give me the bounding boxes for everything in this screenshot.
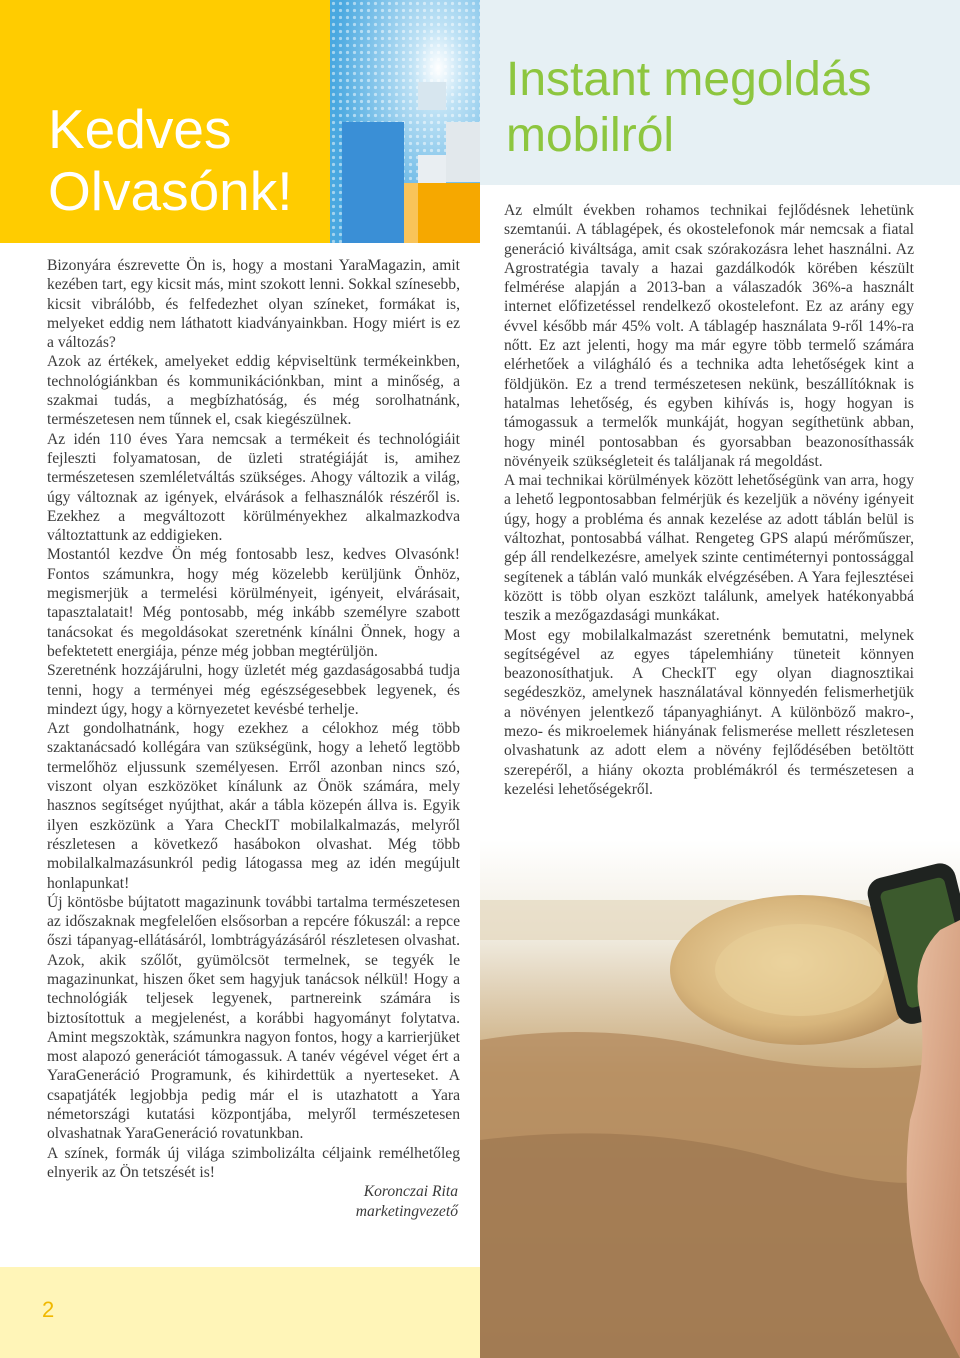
decorative-graphic bbox=[330, 0, 480, 243]
signature-name: Koronczai Rita bbox=[363, 1183, 458, 1200]
footer-bar bbox=[0, 1267, 480, 1358]
editorial-body bbox=[47, 256, 460, 1182]
article-title: Instant megoldás mobilról bbox=[506, 53, 872, 162]
body-paragraph: Új köntösbe bújtatott magazinunk további tartalma természetesen az időszaknak megfelelően elsősorban a repcére fókuszál: a repce őszi tápanyag-ellátásáról, lombtrágyázásáról részletesen olvashat. Azok, akik szőlőt, gyümölcsöt termelnek, se tegyék le magazinunkat, hiszen őket sem hagyjuk tanácsok nélkül! Hogy a technológiák teljesek legyenek, partnereink számára is biztosítottuk a megjelenést, a korábbi hagyományt folytatva. Amint megszoktàk, számunkra nagyon fontos, hogy a karrierjüket most alapozó generációt támogassuk. A tanév végével véget ért a YaraGeneráció Programunk, és kihirdettük a nyerteseket. A csapatjáték legjobbja pedig már el is utazhatott a Yara németországi kutatási központjába, melyről természetesen olvashatnak YaraGeneráció rovatunkban. bbox=[47, 893, 460, 1143]
dot-pattern-graphic bbox=[330, 0, 480, 243]
body-paragraph: Az idén 110 éves Yara nemcsak a termékeit és technológiáit fejleszti folyamatosan, de üzleti stratégiáját is, amihez természetesen szemléletváltás szükséges. Ahogy változik a világ, úgy változnak az igények, elvárások a felhasználók részéről is. Ezekhez a megváltozott körülményekhez alkalmazkodva változtattunk az eddigieken. bbox=[47, 430, 460, 545]
body-paragraph: Azt gondolhatnánk, hogy ezekhez a célokhoz még több szaktanácsadó kollégára van szükségünk, hogy a lehető legtöbb termelőhöz eljussunk személyesen. Erről azonban nincs szó, viszont olyan eszközöket kínálunk az Önök számára, mely hasznos segítséget nyújthat, akár a tábla közepén állva is. Egyik ilyen eszközünk a Yara CheckIT mobilalkalmazás, melyről részletesen a következő hasábokon olvashat. Még több mobilalkalmazásunkról pedig látogassa meg az idén megújult honlapunkat! bbox=[47, 720, 460, 892]
signature-role: marketingvezető bbox=[355, 1203, 458, 1220]
article-panel bbox=[480, 0, 960, 1358]
article-body bbox=[504, 201, 914, 799]
body-paragraph: Mostantól kezdve Ön még fontosabb lesz, kedves Olvasónk! Fontos számunkra, hogy még közelebb kerüljünk Önhöz, megismerjük a termelési körülményeit, igényeit, elvárásait, tapasztalatait! Még pontosabb, még inkább személyre szabott tanácsokat és megoldásokat szeretnénk kínálni Önnek, hogy a befektetett energiája, pénze még jobban megtérüljön. bbox=[47, 546, 460, 660]
page-heading: Kedves Olvasónk! bbox=[48, 98, 293, 222]
article-paragraph: Most egy mobilalkalmazást szeretnénk bemutatni, melynek segítségével az egyes tápelemhiány tüneteit könnyen beazonosíthatjuk. A CheckIT egy olyan diagnosztikai segédeszköz, amelynek használatával könnyedén felismerhetjük a növényen jelentkező tápanyaghiányt. A különböző makro-, mezo- és mikroelemek hiányának felismerése mellett részletesen olvashatunk az adott elem a növény fejlődésében betöltött szerepéről, a hiány okozta problémákról és természetesen a kezelési lehetőségekről. bbox=[504, 626, 914, 798]
article-paragraph: A mai technikai körülmények között lehetőségünk van arra, hogy a lehető legpontosabban felmérjük és kezeljük a növény igényeit úgy, hogy a probléma és annak kezelése az adott táblán belül is változhat, pontosabbá válhat. Rengeteg GPS alapú mérőműszer, gép áll rendelkezésre, amelyek szinte centiméternyi pontossággal segítenek a táblán való munkák elvégzésében. A Yara fejlesztései között is több olyan eszközt találunk, amelyek hatékonyabbá teszik a mezőgazdasági munkákat. bbox=[504, 472, 914, 625]
body-paragraph: Bizonyára észrevette Ön is, hogy a mostani YaraMagazin, amit kezében tart, egy kicsit más, mint szokott lenni. Sokkal színesebb, kicsit vibrálóbb, és felfedezhet olyan színeket, formákat is, melyeket eddig nem láthatott kiadványainkban. Hogy miért is ez a változás? bbox=[47, 257, 460, 352]
page-number: 2 bbox=[42, 1297, 55, 1322]
body-paragraph: A színek, formák új világa szimbolizálta céljaink remélhetőleg elnyerik az Ön tetszését is! bbox=[47, 1144, 460, 1181]
body-paragraph: Azok az értékek, amelyeket eddig képviseltünk termékeinkben, technológiánkban és kommunikációnkban, mint a minőség, a szakmai tudás, a megbízhatóság, és még sorolhatnánk, természetesen nem tűnnek el, csak kiegészülnek. bbox=[47, 353, 460, 429]
field-phone-photo bbox=[480, 840, 960, 1358]
signature bbox=[250, 1182, 458, 1222]
body-paragraph: Szeretnénk hozzájárulni, hogy üzletét még gazdaságosabbá tudja tenni, hogy a terményei még egészségesebbek legyenek, és mindezt úgy, hogy a környezetet kevésbé terhelje. bbox=[47, 662, 460, 718]
article-paragraph: Az elmúlt években rohamos technikai fejlődésnek lehetünk szemtanúi. A táblagépek, és okostelefonok már nemcsak a fiatal generáció kiváltsága, amit csak szórakozásra lehet használni. Az Agrostratégia tavaly a hazai gazdálkodók körében készült felmérése alapján a 2013-ban a válaszadók 36%-a használt internet előfizetéssel rendelkező okostelefont. Ez az arány egy évvel később már 45% volt. A táblagép használata 9-ről 14%-ra nőtt. Ez azt jelenti, hogy ma már egyre több termelő számára elérhetőek a világháló és a technika adta lehetőségek kint a földjükön. Ez a trend természetesen nekünk, beszállítóknak is hatalmas lehetőség, és egyben kihívás is, hogy hogyan is támogassuk a termelők munkáját, hogyan segíthetünk abban, hogy minél pontosabban és gyorsabban beazonosíthassák növényeik szükségleteit és találjanak rá megoldást. bbox=[504, 202, 914, 470]
